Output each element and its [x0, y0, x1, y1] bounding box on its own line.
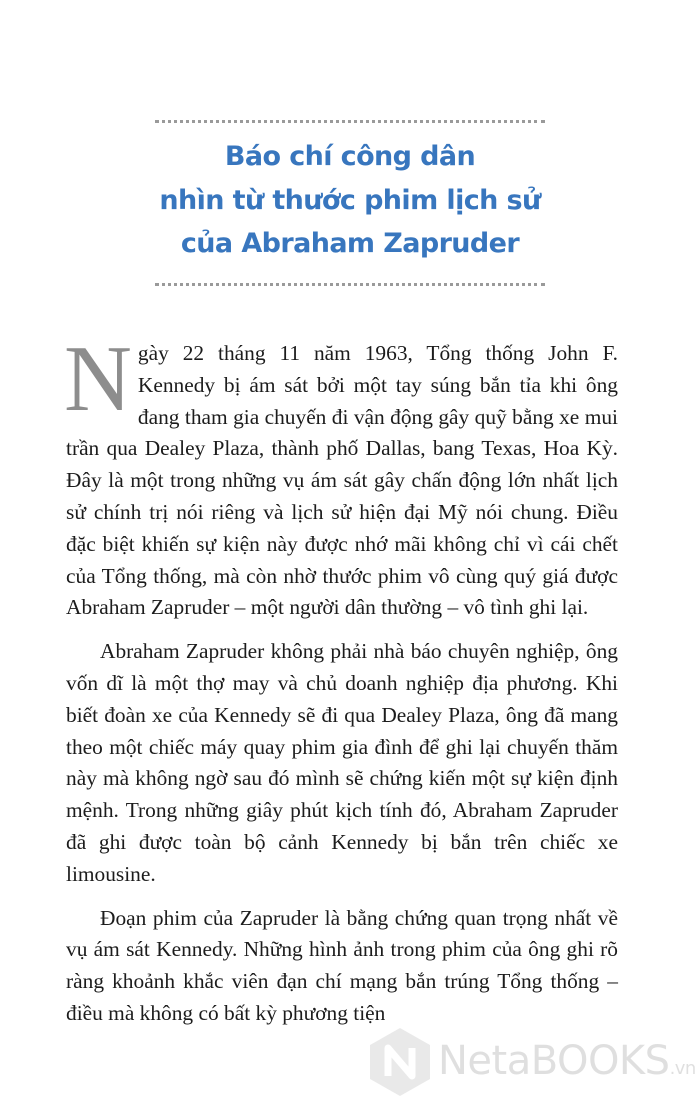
chapter-title-line-1: Báo chí công dân [224, 141, 476, 172]
watermark [368, 1024, 698, 1104]
paragraph-1 [64, 327, 618, 624]
paragraph-2: Abraham Zapruder không phải nhà báo chuyên nghiệp, ông vốn dĩ là một thợ may và chủ doanh nghiệp địa phương. Khi biết đoàn xe của Kennedy sẽ đi qua Dealey Plaza, ông đã mang theo một chiếc máy quay phim gia đình để ghi lại chuyến thăm này mà không ngờ sau đó mình sẽ chứng kiến một sự kiện định mệnh. Trong những giây phút kịch tính đó, Abraham Zapruder đã ghi được toàn bộ cảnh Kennedy bị bắn trên chiếc xe limousine. [66, 639, 618, 886]
drop-cap: N [64, 327, 132, 431]
netabooks-logo-icon [368, 1026, 432, 1098]
title-top-dotted-rule [155, 120, 545, 123]
title-bottom-dotted-rule [155, 283, 545, 286]
watermark-brand: NetaBOOKS [438, 1038, 670, 1084]
chapter-title-line-2: nhìn từ thước phim lịch sử [159, 184, 541, 216]
paragraph-3: Đoạn phim của Zapruder là bằng chứng quan trọng nhất về vụ ám sát Kennedy. Những hình ảnh trong phim của ông ghi rõ ràng khoảnh khắc viên đạn chí mạng bắn trúng Tổng thống – điều mà không có bất kỳ phương tiện [66, 905, 618, 1025]
watermark-text [438, 1038, 696, 1084]
chapter-title [100, 135, 600, 266]
watermark-suffix: .vn [669, 1058, 696, 1079]
paragraph-1-text: gày 22 tháng 11 năm 1963, Tổng thống John F. Kennedy bị ám sát bởi một tay súng bắn tỉa khi ông đang tham gia chuyến đi vận động gây quỹ bằng xe mui trần qua Dealey Plaza, thành phố Dallas, bang Texas, Hoa Kỳ. Đây là một trong những vụ ám sát gây chấn động lớn nhất lịch sử chính trị nói riêng và lịch sử hiện đại Mỹ nói chung. Điều đặc biệt khiến sự kiện này được nhớ mãi không chỉ vì cái chết của Tổng thống, mà còn nhờ thước phim vô cùng quý giá được Abraham Zapruder – một người dân thường – vô tình ghi lại. [66, 341, 618, 620]
article-body [64, 327, 618, 1030]
chapter-title-line-3: của Abraham Zapruder [180, 228, 520, 259]
